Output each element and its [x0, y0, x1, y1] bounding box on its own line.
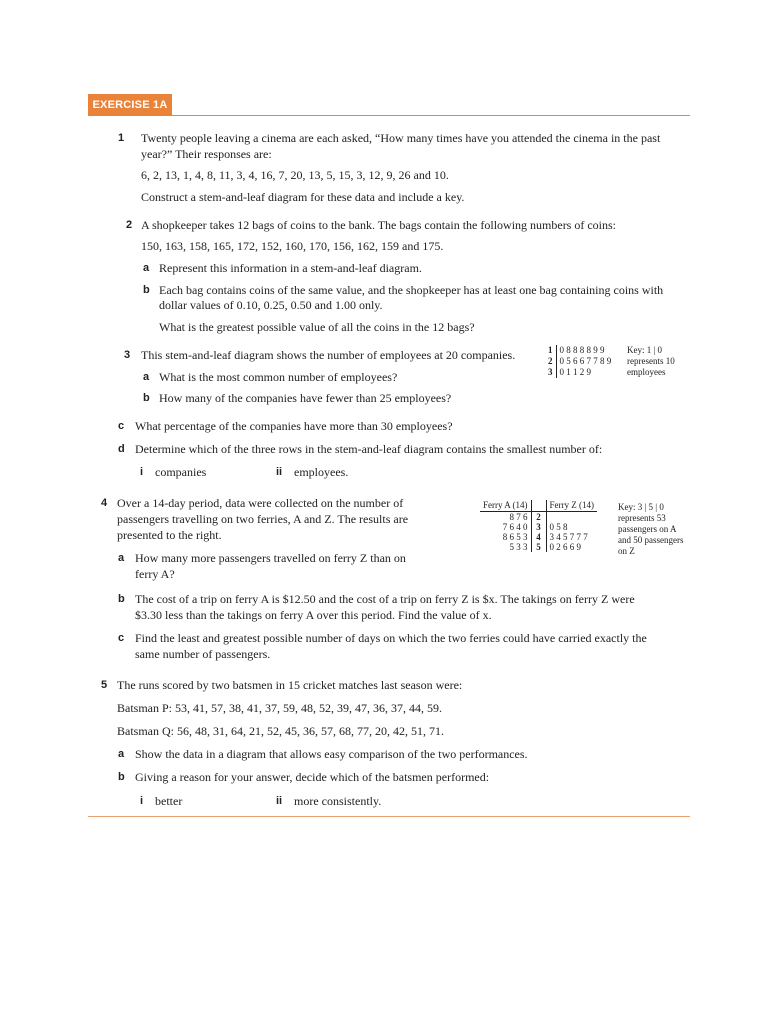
key-line: represents 53 [618, 513, 666, 523]
ferry-a-leaves: 8 6 5 3 [502, 532, 528, 542]
q2-data: 150, 163, 158, 165, 172, 152, 160, 170, 156, 162, 159 and 175. [141, 239, 444, 253]
leaf-values: 0 5 6 6 7 7 8 9 [559, 356, 612, 366]
q5-text-line1: The runs scored by two batsmen in 15 cricket matches last season were: [117, 678, 463, 692]
q5b-ii-text: more consistently. [294, 794, 382, 808]
q5-number: 5 [101, 679, 108, 691]
stem-value: 1 [548, 345, 553, 355]
q4-diagram-row [480, 542, 597, 552]
q2a-text: Represent this information in a stem-and-leaf diagram. [159, 261, 422, 275]
q4b-label: b [118, 593, 125, 605]
q2a-label: a [143, 262, 150, 274]
key-line: passengers on A [618, 524, 677, 534]
q1-text-line2: year?” Their responses are: [141, 147, 272, 161]
ferry-a-leaves: 5 3 3 [509, 542, 528, 552]
ferry-a-header: Ferry A (14) [480, 500, 531, 512]
q4a-label: a [118, 552, 125, 564]
ferry-z-leaves: 0 2 6 6 9 [549, 542, 581, 552]
q3a-text: What is the most common number of employees? [159, 370, 398, 384]
q3d-label: d [118, 443, 125, 455]
q4-back-to-back-diagram [480, 500, 597, 552]
stem-value: 3 [531, 522, 546, 532]
q5-batsman-p: Batsman P: 53, 41, 57, 38, 41, 37, 59, 48, 52, 39, 47, 36, 37, 44, 59. [117, 701, 443, 715]
q5a-label: a [118, 748, 125, 760]
leaf-values: 0 8 8 8 8 9 9 [559, 345, 605, 355]
ferry-z-leaves: 3 4 5 7 7 7 [549, 532, 588, 542]
q5-batsman-q: Batsman Q: 56, 48, 31, 64, 21, 52, 45, 36, 57, 68, 77, 20, 42, 51, 71. [117, 724, 444, 738]
q3-stem-leaf-diagram [548, 345, 611, 378]
ferry-a-leaves: 7 6 4 0 [502, 522, 528, 532]
stem-value: 2 [531, 512, 546, 523]
q3d-ii-label: ii [276, 466, 283, 478]
q4c-text-line1: Find the least and greatest possible number of days on which the two ferries could have carried exactly the [135, 631, 647, 645]
q3-diagram-row [548, 345, 611, 356]
q3-diagram-row [548, 356, 611, 367]
q4-number: 4 [101, 497, 108, 509]
q5a-text: Show the data in a diagram that allows easy comparison of the two performances. [135, 747, 528, 761]
leaf-values: 0 1 1 2 9 [559, 367, 591, 377]
stem-value: 2 [548, 356, 553, 366]
q4a-text-line1: How many more passengers travelled on ferry Z than on [135, 551, 406, 565]
q3d-ii-text: employees. [294, 465, 349, 479]
q1-task: Construct a stem-and-leaf diagram for these data and include a key. [141, 190, 465, 204]
q3c-label: c [118, 420, 125, 432]
header-rule [172, 115, 690, 116]
q4-text-line3: presented to the right. [117, 528, 222, 542]
q4c-label: c [118, 632, 125, 644]
stem-value: 4 [531, 532, 546, 542]
stem-value: 3 [548, 367, 553, 377]
key-line: on Z [618, 546, 635, 556]
q4-diagram-key [618, 502, 683, 557]
ferry-z-leaves [546, 512, 597, 523]
q4-text-line2: passengers travelling on two ferries, A and Z. The results are [117, 512, 409, 526]
q2b-text-line3: What is the greatest possible value of all the coins in the 12 bags? [159, 320, 475, 334]
q5b-label: b [118, 771, 125, 783]
exercise-header: EXERCISE 1A [88, 94, 172, 116]
q2b-label: b [143, 284, 150, 296]
ferry-z-header: Ferry Z (14) [546, 500, 597, 512]
q4-diagram-row [480, 532, 597, 542]
q3-diagram-key [627, 345, 675, 378]
q4-diagram-row [480, 522, 597, 532]
q5b-i-label: i [140, 795, 144, 807]
key-line: employees [627, 367, 666, 377]
q5b-i-text: better [155, 794, 183, 808]
q4c-text-line2: same number of passengers. [135, 647, 271, 661]
footer-rule [88, 816, 690, 817]
q3c-text: What percentage of the companies have more than 30 employees? [135, 419, 453, 433]
q4-diagram-row [480, 512, 597, 523]
q1-text-line1: Twenty people leaving a cinema are each asked, “How many times have you attended the cinema in the past [141, 131, 661, 145]
q2-text-line1: A shopkeeper takes 12 bags of coins to the bank. The bags contain the following numbers of coins: [141, 218, 617, 232]
q3-number: 3 [124, 349, 131, 361]
q2b-text-line2: dollar values of 0.10, 0.25, 0.50 and 1.00 only. [159, 298, 383, 312]
q2b-text-line1: Each bag contains coins of the same value, and the shopkeeper has at least one bag containing coins with [159, 283, 664, 297]
key-line: Key: 1 | 0 [627, 345, 663, 355]
stem-value: 5 [531, 542, 546, 552]
q3a-label: a [143, 371, 150, 383]
q1-data: 6, 2, 13, 1, 4, 8, 11, 3, 4, 16, 7, 20, 13, 5, 15, 3, 12, 9, 26 and 10. [141, 168, 449, 182]
q3d-i-text: companies [155, 465, 207, 479]
q1-number: 1 [118, 132, 125, 144]
q5b-ii-label: ii [276, 795, 283, 807]
q3-text-line1: This stem-and-leaf diagram shows the number of employees at 20 companies. [141, 348, 516, 362]
key-line: and 50 passengers [618, 535, 684, 545]
q4b-text-line2: $3.30 less than the takings on ferry A over this period. Find the value of x. [135, 608, 492, 622]
q4-text-line1: Over a 14-day period, data were collected on the number of [117, 496, 404, 510]
q3b-label: b [143, 392, 150, 404]
q3b-text: How many of the companies have fewer than 25 employees? [159, 391, 452, 405]
q3d-i-label: i [140, 466, 144, 478]
ferry-z-leaves: 0 5 8 [549, 522, 568, 532]
q3-diagram-row [548, 367, 611, 378]
q4b-text-line1: The cost of a trip on ferry A is $12.50 and the cost of a trip on ferry Z is $x. The takings on ferry Z were [135, 592, 635, 606]
q2-number: 2 [126, 219, 133, 231]
q5b-text: Giving a reason for your answer, decide which of the batsmen performed: [135, 770, 490, 784]
key-line: Key: 3 | 5 | 0 [618, 502, 664, 512]
q3d-text: Determine which of the three rows in the stem-and-leaf diagram contains the smallest number of: [135, 442, 603, 456]
ferry-a-leaves: 8 7 6 [509, 512, 528, 522]
q4a-text-line2: ferry A? [135, 567, 175, 581]
key-line: represents 10 [627, 356, 675, 366]
